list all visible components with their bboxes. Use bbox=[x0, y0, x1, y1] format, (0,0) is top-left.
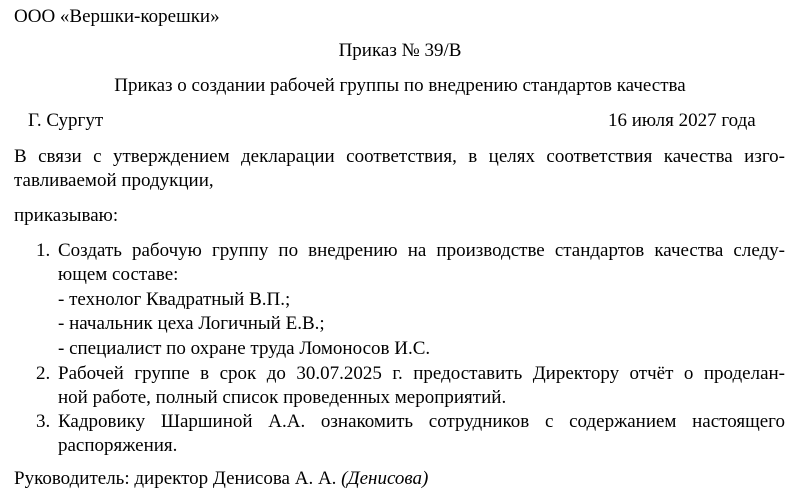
signature-label: Руководитель: директор Денисова А. А. bbox=[14, 468, 337, 489]
preamble-line-2: тавливаемой продукции, bbox=[14, 170, 214, 191]
signature-line bbox=[14, 468, 428, 490]
item-number: 1. bbox=[36, 240, 51, 261]
member-item: - начальник цеха Логичный Е.В.; bbox=[58, 313, 325, 334]
order-number: Приказ № 39/В bbox=[338, 40, 462, 61]
item-2-line-1: Рабочей группе в срок до 30.07.2025 г. предоставить Директору отчёт о проделан- bbox=[58, 363, 785, 384]
city: Г. Сургут bbox=[28, 110, 104, 131]
signature-name: (Денисова) bbox=[341, 468, 429, 489]
member-item: - специалист по охране труда Ломоносов И.С. bbox=[58, 338, 431, 359]
organization-name: ООО «Вершки-корешки» bbox=[14, 6, 220, 27]
item-3-line-2: распоряжения. bbox=[58, 435, 178, 456]
order-title: Приказ о создании рабочей группы по внедрению стандартов качества bbox=[114, 75, 686, 96]
item-2-line-2: ной работе, полный список проведенных мероприятий. bbox=[58, 387, 507, 408]
item-number: 2. bbox=[36, 363, 51, 384]
member-item: - технолог Квадратный В.П.; bbox=[58, 289, 291, 310]
order-date: 16 июля 2027 года bbox=[608, 110, 756, 131]
preamble-line-1: В связи с утверждением декларации соответствия, в целях соответствия качества изго- bbox=[14, 146, 785, 167]
item-1-line-1: Создать рабочую группу по внедрению на производстве стандартов качества следу- bbox=[58, 240, 785, 261]
item-1-line-2: ющем составе: bbox=[58, 264, 179, 285]
item-number: 3. bbox=[36, 411, 51, 432]
item-3-line-1: Кадровику Шаршиной А.А. ознакомить сотрудников с содержанием настоящего bbox=[58, 411, 785, 432]
order-word: приказываю: bbox=[14, 205, 119, 226]
